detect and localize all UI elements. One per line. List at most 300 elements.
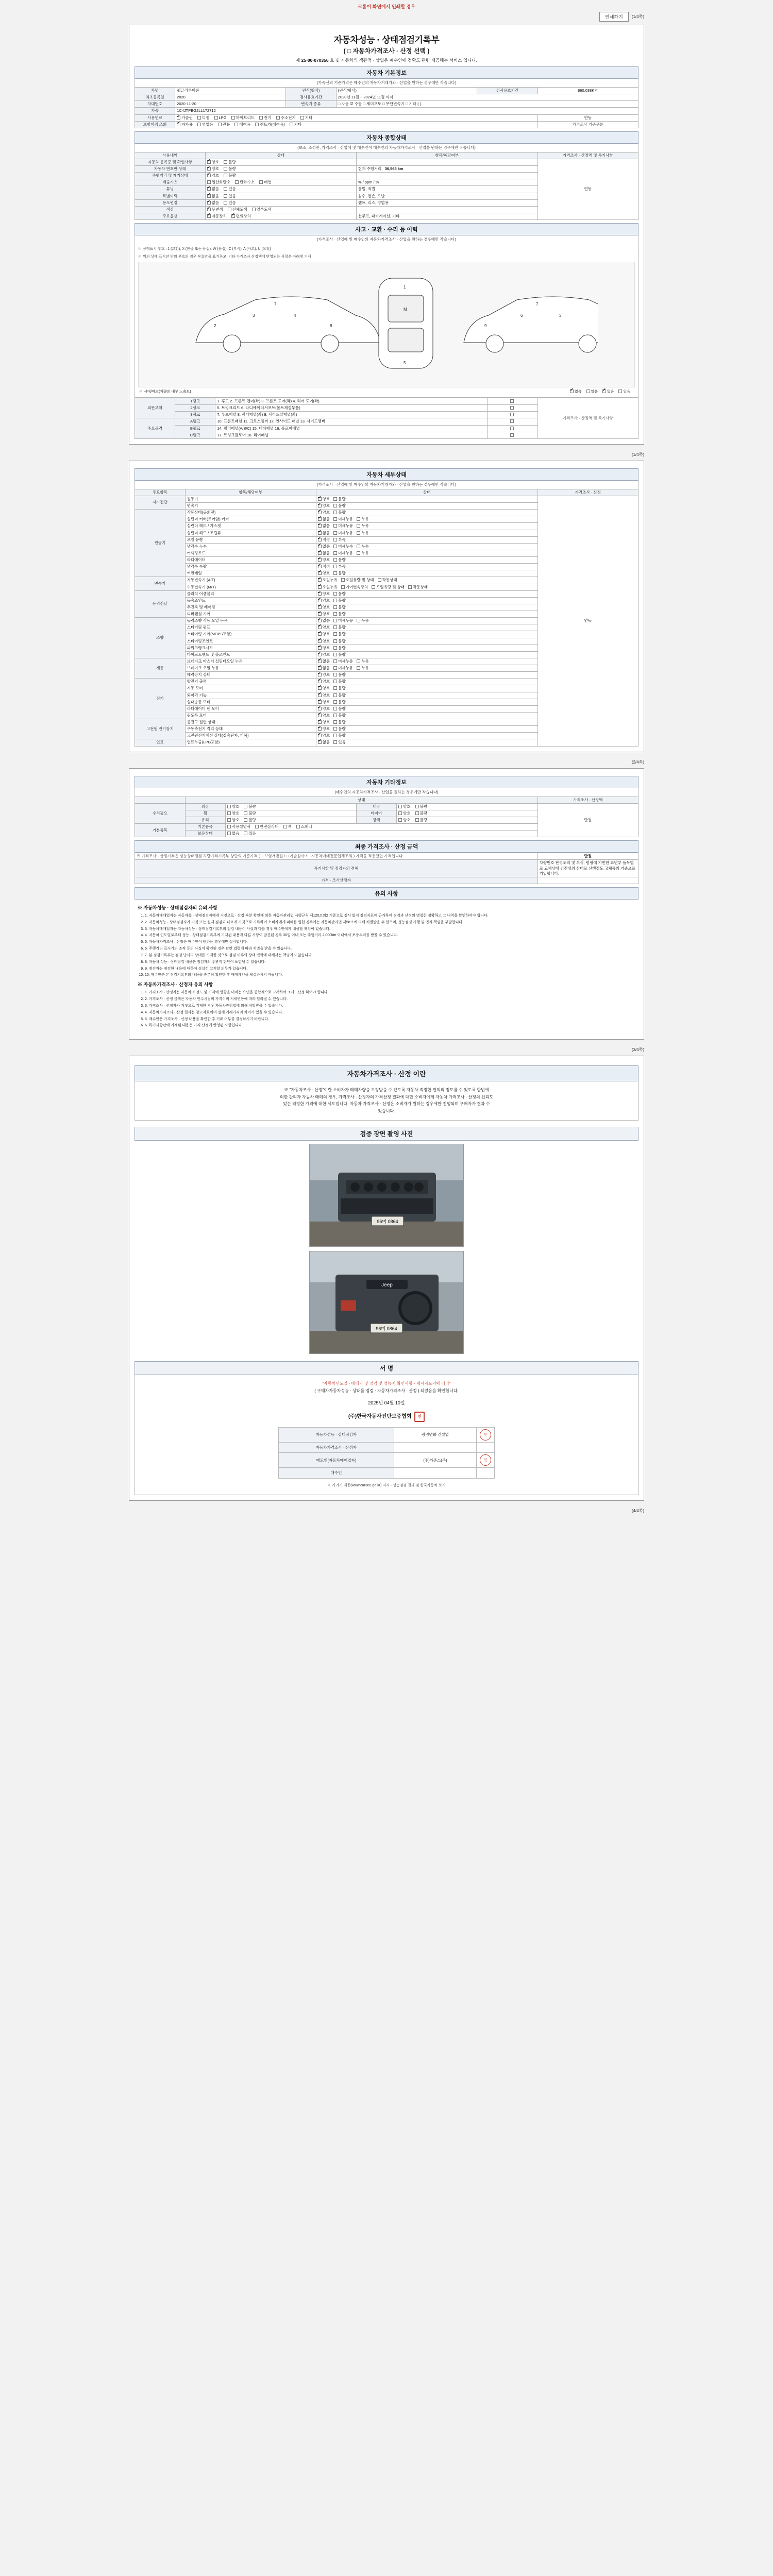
page-title: 자동차성능 · 상태점검기록부: [333, 35, 440, 45]
checkbox-wear2-none[interactable]: [602, 389, 606, 393]
detail-item-options[interactable]: [316, 536, 537, 543]
checkbox-polish-bad[interactable]: [415, 818, 419, 822]
rank-state[interactable]: [487, 398, 537, 405]
row-options[interactable]: [205, 199, 356, 206]
detail-item-options[interactable]: [316, 503, 537, 510]
rank-items: 5. 트렁크리드 6. 라디에이터서포트(볼트체결부품): [215, 405, 488, 412]
company-name: (주)한국자동차진단보증협회: [348, 1413, 412, 1419]
checkbox-opt-1[interactable]: [333, 497, 337, 501]
checkbox-first[interactable]: [318, 646, 322, 650]
detail-item-options[interactable]: [316, 631, 537, 638]
checkbox-opt-1[interactable]: [333, 646, 337, 650]
checkbox-opt-1[interactable]: [333, 673, 337, 676]
checkbox-opt-1[interactable]: [333, 720, 337, 724]
checkbox-opt-1[interactable]: [333, 538, 337, 541]
basic-items-options[interactable]: [225, 824, 537, 831]
detail-item-options[interactable]: [316, 726, 537, 733]
detail-item-options[interactable]: [316, 570, 537, 577]
detail-item-options[interactable]: [316, 624, 537, 631]
checkbox-business-use[interactable]: [197, 123, 201, 126]
fuel-opt-label: 기타: [305, 115, 313, 120]
checkbox-wheel-good[interactable]: [227, 811, 231, 815]
checkbox-first[interactable]: [318, 531, 322, 535]
row-options[interactable]: [225, 810, 356, 817]
checkbox-opt-1[interactable]: [333, 693, 337, 697]
checkbox-first[interactable]: [318, 707, 322, 710]
opt-label: 불량: [338, 604, 346, 609]
checkbox-opt-1[interactable]: [333, 653, 337, 656]
checkbox-glass-bad[interactable]: [244, 818, 247, 822]
detail-item-options[interactable]: [316, 733, 537, 739]
detail-item-options[interactable]: [316, 577, 537, 584]
opt-label: 양호: [322, 720, 330, 724]
sign-value: 광명변화 건설업: [394, 1427, 476, 1442]
detail-item-options[interactable]: [316, 557, 537, 564]
frame-rank-state[interactable]: [487, 418, 537, 425]
company-line: [140, 1412, 633, 1422]
checkbox-smoke[interactable]: [259, 180, 263, 184]
checkbox-exterior-bad[interactable]: [244, 805, 247, 808]
svg-text:2: 2: [214, 324, 216, 328]
checkbox-opt-1[interactable]: [333, 531, 337, 535]
checkbox-first[interactable]: [318, 734, 322, 737]
detail-item-options[interactable]: [316, 685, 537, 692]
detail-item-options[interactable]: [316, 530, 537, 536]
checkbox-opt-1[interactable]: [333, 619, 337, 622]
checkbox-first[interactable]: [318, 632, 322, 636]
checkbox-rank3[interactable]: [510, 413, 514, 416]
checkbox-first[interactable]: [318, 686, 322, 690]
fuel-options[interactable]: [175, 114, 537, 121]
checkbox-exists[interactable]: [224, 194, 227, 198]
checkbox-opt-2[interactable]: [372, 585, 375, 589]
opt-label: 불량: [338, 625, 346, 630]
checkbox-fuel-etc[interactable]: [300, 116, 304, 120]
row-options[interactable]: [205, 159, 356, 165]
checkbox-first[interactable]: [318, 538, 322, 541]
opt-label: 미세누유: [338, 530, 354, 535]
section-accident-note: (가격조사 · 산업에 및 매수인의 자동차가격조사 · 산업을 원하는 경우에만 작습니다): [135, 235, 638, 244]
checkbox-bad[interactable]: [224, 160, 227, 164]
checkbox-opt-1[interactable]: [333, 612, 337, 616]
opt-label: 양호: [231, 817, 240, 822]
table-row: [135, 877, 638, 884]
detail-item-options[interactable]: [316, 739, 537, 746]
checkbox-first[interactable]: [318, 714, 322, 717]
checkbox-first[interactable]: [318, 619, 322, 622]
cell-label: 검사유효기간: [477, 88, 537, 94]
opt-label: 부족: [338, 537, 346, 542]
detail-item-label: 등속죠인트: [185, 597, 316, 604]
checkbox-frame-a[interactable]: [510, 419, 514, 423]
checkbox-opt-1[interactable]: [341, 578, 345, 582]
opt-label: 불량: [338, 699, 346, 704]
checkbox-opt-2[interactable]: [357, 659, 360, 663]
checkbox-hold-none[interactable]: [227, 832, 231, 835]
checkbox-none[interactable]: [207, 194, 211, 198]
detail-item-label: 파워크랭크시브: [185, 645, 316, 651]
checkbox-first[interactable]: [318, 551, 322, 555]
checkbox-none[interactable]: [207, 201, 211, 205]
checkbox-opt-1[interactable]: [333, 734, 337, 737]
detail-item-options[interactable]: [316, 618, 537, 624]
checkbox-hold-exists[interactable]: [244, 832, 247, 835]
detail-item-label: 변속기: [185, 503, 316, 510]
checkbox-first[interactable]: [318, 497, 322, 501]
sign-footnote: ※ 가기기 제공(www.car365.go.kr) 자시 · 성능점검 결과 및 한국자동차 보기: [327, 1483, 446, 1487]
detail-item-options[interactable]: [316, 699, 537, 705]
checkbox-opt-2[interactable]: [357, 524, 360, 528]
checkbox-opt-3[interactable]: [408, 585, 412, 589]
detail-item-options[interactable]: [316, 597, 537, 604]
rank-state[interactable]: [487, 412, 537, 418]
checkbox-opt-1[interactable]: [333, 558, 337, 562]
checkbox-first[interactable]: [318, 625, 322, 629]
detail-item-options[interactable]: [316, 651, 537, 658]
checkbox-hydrogen[interactable]: [276, 116, 280, 120]
detail-item-options[interactable]: [316, 665, 537, 672]
usage-options[interactable]: [175, 121, 537, 128]
frame-rank-state[interactable]: [487, 432, 537, 438]
checkbox-partial-repaint[interactable]: [252, 208, 256, 211]
detail-item-options[interactable]: [316, 719, 537, 726]
section-detail-title: 자동차 세부상태: [135, 468, 638, 481]
checkbox-lpg[interactable]: [214, 116, 218, 120]
checkbox-convenience-option[interactable]: [231, 214, 235, 218]
opt-label: 적정: [322, 564, 330, 569]
checkbox-opt-1[interactable]: [333, 632, 337, 636]
sheet-page-3: [129, 768, 644, 1040]
checkbox-opt-2[interactable]: [357, 619, 360, 622]
checkbox-wheel-bad[interactable]: [244, 811, 247, 815]
checkbox-opt-1[interactable]: [333, 680, 337, 683]
svg-text:4: 4: [294, 313, 296, 318]
checkbox-exterior-good[interactable]: [227, 805, 231, 808]
detail-item-options[interactable]: [316, 705, 537, 712]
checkbox-triangle[interactable]: [255, 825, 259, 828]
checkbox-interior-bad[interactable]: [415, 805, 419, 808]
opt-label: 사용설명서: [231, 824, 251, 829]
cell-label: 최초등록일: [135, 94, 175, 101]
row-label-2: 광택: [356, 817, 396, 823]
row-options[interactable]: [205, 206, 356, 213]
checkbox-first[interactable]: [318, 558, 322, 562]
row-options-2[interactable]: [225, 831, 537, 837]
opt-label: 불량: [419, 810, 428, 816]
table-row: [135, 803, 638, 810]
table-row-fuel: [135, 114, 638, 121]
checkbox-co[interactable]: [207, 180, 211, 184]
checkbox-interior-good[interactable]: [398, 805, 402, 808]
checkbox-opt-1[interactable]: [333, 639, 337, 643]
checkbox-spanner[interactable]: [296, 825, 300, 828]
detail-item-options[interactable]: [316, 692, 537, 699]
checkbox-first[interactable]: [318, 720, 322, 724]
checkbox-first[interactable]: [318, 659, 322, 663]
svg-text:96머 0864: 96머 0864: [377, 1218, 398, 1224]
checkbox-first[interactable]: [318, 511, 322, 514]
checkbox-first[interactable]: [318, 680, 322, 683]
opt-label: 있음: [228, 193, 236, 198]
checkbox-electric[interactable]: [259, 116, 263, 120]
checkbox-opt-1[interactable]: [333, 524, 337, 528]
row-options[interactable]: [225, 817, 356, 823]
detail-item-options[interactable]: [316, 516, 537, 523]
opt-label: 양호: [322, 612, 330, 616]
table-row: [135, 94, 638, 101]
detail-item-options[interactable]: [316, 712, 537, 719]
section-basic-title: 자동차 기본정보: [135, 66, 638, 79]
checkbox-manual[interactable]: [227, 825, 231, 828]
detail-item-options[interactable]: [316, 611, 537, 618]
row-options[interactable]: [205, 179, 356, 186]
checkbox-opt-1[interactable]: [333, 517, 337, 521]
detail-item-options[interactable]: [316, 679, 537, 685]
checkbox-gasoline[interactable]: [177, 116, 180, 120]
table-row: [279, 1453, 495, 1468]
checkbox-opt-2[interactable]: [357, 545, 360, 548]
section-detail-note: (가격조사 · 산업에 및 매수인의 자동차거래가와 · 산업을 원하는 경우에만 작습니다): [135, 481, 638, 489]
opt-label: 불량: [338, 706, 346, 711]
checkbox-tire-bad[interactable]: [415, 811, 419, 815]
opt-label: 적정: [322, 537, 330, 542]
checkbox-first[interactable]: [318, 585, 322, 589]
col-item: 항목/해당여부: [185, 489, 316, 496]
checkbox-no-repaint[interactable]: [207, 208, 211, 211]
opt-label: 미세누유: [338, 550, 354, 555]
checkbox-private-use[interactable]: [177, 123, 180, 126]
detail-item-options[interactable]: [316, 604, 537, 611]
detail-group-label: 전기: [135, 679, 186, 719]
checkbox-opt-2[interactable]: [357, 517, 360, 521]
checkbox-first[interactable]: [318, 673, 322, 676]
opt-label: 없음: [322, 666, 330, 670]
checkbox-first[interactable]: [318, 565, 322, 568]
checkbox-first[interactable]: [318, 578, 322, 582]
terms-body: [135, 900, 638, 1034]
checkbox-frame-c[interactable]: [510, 433, 514, 437]
row-options[interactable]: [205, 213, 356, 219]
opt-label: 양호: [231, 810, 240, 816]
detail-item-options[interactable]: [316, 672, 537, 679]
checkbox-none[interactable]: [207, 187, 211, 191]
usage-right-note: 가격조사 기준구분: [537, 121, 638, 128]
checkbox-opt-1[interactable]: [333, 565, 337, 568]
checkbox-rank2[interactable]: [510, 406, 514, 410]
checkbox-first[interactable]: [318, 605, 322, 609]
detail-item-options[interactable]: [316, 590, 537, 597]
terms-item: 6. 6. 특기사항란에 기재된 내용은 가격 산정에 반영된 사항입니다.: [145, 1023, 635, 1029]
detail-item-options[interactable]: [316, 510, 537, 516]
checkbox-diesel[interactable]: [197, 116, 201, 120]
checkbox-hybrid[interactable]: [231, 116, 235, 120]
frame-rank-items: 14. 필러패널(A/B/C) 15. 대쉬패널 16. 플로어패널: [215, 425, 488, 432]
opt-label: 스패너: [300, 824, 312, 829]
checkbox-first[interactable]: [318, 571, 322, 575]
checkbox-opt-1[interactable]: [333, 727, 337, 731]
row-options[interactable]: [225, 803, 356, 810]
section-etc-title: 자동차 기타정보: [135, 776, 638, 788]
table-row: [279, 1468, 495, 1479]
detail-group-label: 고전원 전기장치: [135, 719, 186, 739]
opt-label: 매연: [264, 180, 272, 185]
checkbox-government-use[interactable]: [218, 123, 222, 126]
checkbox-opt-1[interactable]: [333, 599, 337, 602]
row-options[interactable]: [205, 186, 356, 193]
checkbox-opt-1[interactable]: [333, 551, 337, 555]
rank-label: 2랭크: [175, 405, 215, 412]
checkbox-opt-2[interactable]: [378, 578, 381, 582]
checkbox-jack[interactable]: [283, 825, 287, 828]
sheet-page-4: [129, 1056, 644, 1500]
opt-label: 미세누유: [338, 618, 354, 623]
checkbox-wear-none[interactable]: [570, 389, 574, 393]
accident-note-2: ※ 위의 상태 표시란 밖의 부호의 경우 부호만을 표기하고, 기타 가격조사 산정액에 반영되는 사항은 아래에 기재: [138, 255, 311, 259]
row-label: 유리: [185, 817, 225, 823]
detail-item-label: 와이퍼 기능: [185, 692, 316, 699]
checkbox-opt-1[interactable]: [333, 659, 337, 663]
detail-item-options[interactable]: [316, 523, 537, 530]
cell-label: 년식(형식): [286, 88, 337, 94]
checkbox-rank1[interactable]: [510, 399, 514, 403]
print-button[interactable]: 인쇄하기: [599, 12, 629, 22]
row-options-2[interactable]: [397, 817, 538, 823]
checkbox-first[interactable]: [318, 517, 322, 521]
section-terms-title: 유의 사항: [135, 887, 638, 900]
row-options-2[interactable]: [397, 803, 538, 810]
checkbox-first[interactable]: [318, 545, 322, 548]
opt-label: 양호: [322, 510, 330, 515]
row-label: 자동차 번호판 상태: [135, 166, 206, 173]
detail-item-options[interactable]: [316, 658, 537, 665]
detail-item-label: 커넥팅로드: [185, 550, 316, 556]
checkbox-opt-2[interactable]: [357, 666, 360, 670]
cell-label: 변속기 종류: [286, 101, 337, 108]
overall-state-table: [135, 152, 638, 220]
checkbox-first[interactable]: [318, 653, 322, 656]
checkbox-first[interactable]: [318, 599, 322, 602]
opt-label: 양호: [211, 173, 220, 178]
terms-item: 7. 7. 본 점검기록부는 점검 당시의 상태를 기재한 것으로 점검 이후의 상태 변화에 대해서는 책임지지 않습니다.: [145, 953, 635, 959]
checkbox-rentcar-use[interactable]: [255, 123, 259, 126]
row-options-2[interactable]: [397, 810, 538, 817]
opt-label: 양호: [403, 810, 411, 816]
checkbox-opt-1[interactable]: [333, 714, 337, 717]
detail-item-options[interactable]: [316, 564, 537, 570]
checkbox-bad[interactable]: [224, 167, 227, 171]
checkbox-first[interactable]: [318, 666, 322, 670]
row-options[interactable]: [205, 193, 356, 199]
doc-number-prefix: 제: [296, 58, 300, 63]
detail-item-options[interactable]: [316, 496, 537, 502]
detail-item-options[interactable]: [316, 543, 537, 550]
checkbox-good[interactable]: [207, 167, 211, 171]
accident-bottom-options[interactable]: [570, 389, 634, 394]
fuel-opt-label: 전기: [264, 115, 272, 120]
col-group: 주요항목: [135, 489, 186, 496]
checkbox-glass-good[interactable]: [227, 818, 231, 822]
table-row-usage: [135, 121, 638, 128]
price-table: [135, 853, 638, 884]
checkbox-opt-1[interactable]: [333, 571, 337, 575]
checkbox-wear2-exists[interactable]: [618, 389, 622, 393]
checkbox-first[interactable]: [318, 727, 322, 731]
checkbox-full-repaint[interactable]: [228, 208, 231, 211]
opt-label: 있음: [338, 740, 346, 745]
opt-label: 양호: [322, 604, 330, 609]
checkbox-opt-1[interactable]: [333, 625, 337, 629]
checkbox-opt-1[interactable]: [333, 700, 337, 704]
checkbox-opt-2[interactable]: [357, 531, 360, 535]
checkbox-first[interactable]: [318, 639, 322, 643]
checkbox-first[interactable]: [318, 504, 322, 507]
detail-item-options[interactable]: [316, 550, 537, 556]
checkbox-opt-1[interactable]: [333, 707, 337, 710]
checkbox-opt-1[interactable]: [333, 592, 337, 596]
opt-label: 오일누유: [322, 584, 338, 589]
checkbox-first[interactable]: [318, 592, 322, 596]
checkbox-good[interactable]: [207, 160, 211, 164]
detail-item-options[interactable]: [316, 645, 537, 651]
row-options[interactable]: [205, 166, 356, 173]
row-detail: % / ppm / %: [356, 179, 537, 186]
checkbox-opt-1[interactable]: [333, 605, 337, 609]
row-label: 주행거리 및 계기상태: [135, 173, 206, 179]
checkbox-bad[interactable]: [224, 174, 227, 177]
checkbox-exists[interactable]: [224, 187, 227, 191]
detail-item-options[interactable]: [316, 584, 537, 590]
detail-item-label: 스티어링조인트: [185, 638, 316, 645]
checkbox-first[interactable]: [318, 693, 322, 697]
checkbox-opt-1[interactable]: [333, 511, 337, 514]
checkbox-first[interactable]: [318, 612, 322, 616]
detail-item-options[interactable]: [316, 638, 537, 645]
checkbox-brake-option[interactable]: [207, 214, 211, 218]
opt-label: 불량: [419, 817, 428, 822]
checkbox-first[interactable]: [318, 700, 322, 704]
rank-state[interactable]: [487, 405, 537, 412]
frame-rank-state[interactable]: [487, 425, 537, 432]
checkbox-hc[interactable]: [235, 180, 239, 184]
checkbox-opt-1[interactable]: [341, 585, 345, 589]
checkbox-opt-1[interactable]: [333, 545, 337, 548]
checkbox-polish-good[interactable]: [398, 818, 402, 822]
checkbox-opt-1[interactable]: [333, 686, 337, 690]
checkbox-opt-1[interactable]: [333, 666, 337, 670]
terms-item: 5. 5. 자동차가격조사 · 산정은 매수인이 원하는 경우에만 실시합니다.: [145, 940, 635, 945]
checkbox-rental-use[interactable]: [234, 123, 238, 126]
checkbox-first[interactable]: [318, 524, 322, 528]
page-1-footer: (1/4쪽): [631, 452, 644, 457]
row-options[interactable]: [205, 173, 356, 179]
opt-label: 양호: [231, 804, 240, 809]
checkbox-usage-etc[interactable]: [290, 123, 293, 126]
opt-label: 있음: [248, 831, 256, 836]
checkbox-wear-exists[interactable]: [586, 389, 590, 393]
checkbox-first[interactable]: [318, 740, 322, 744]
section-overall-title: 자동차 종합상태: [135, 131, 638, 144]
checkbox-opt-1[interactable]: [333, 740, 337, 744]
transmission-options[interactable]: □ 자동 ☑ 수동 □ 세미오토 □ 무단변속기 □ 기타 ( ): [336, 101, 638, 108]
odometer-value: 36,568 km: [384, 166, 404, 171]
checkbox-opt-1[interactable]: [333, 504, 337, 507]
checkbox-exists[interactable]: [224, 201, 227, 205]
checkbox-opt-2[interactable]: [357, 551, 360, 555]
section-overall-note: (보조, 조정관, 가격조사 · 산업에 및 매수인이 매수인의 자동차가격조사 · 산업을 원하는 경우에만 작습니다): [135, 144, 638, 152]
checkbox-good[interactable]: [207, 174, 211, 177]
checkbox-frame-b[interactable]: [510, 427, 514, 430]
checkbox-tire-good[interactable]: [398, 811, 402, 815]
